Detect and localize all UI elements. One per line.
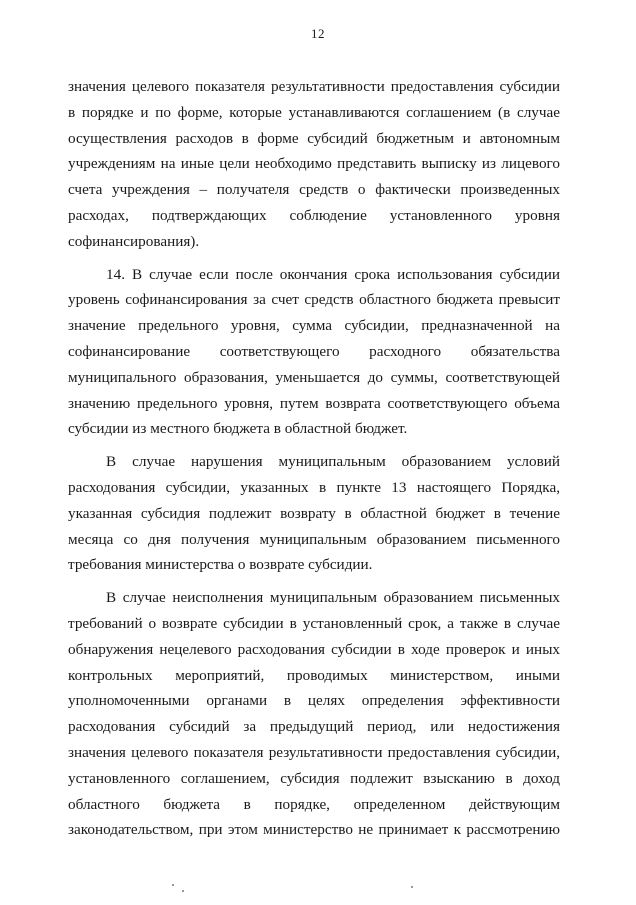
text-line: расходования субсидии, указанных в пункте 13 настоящего Порядка,: [68, 478, 560, 496]
text-line: областного бюджета в порядке, определенном действующим: [68, 795, 560, 813]
text-line: значения целевого показателя результативности предоставления субсидии: [68, 78, 560, 95]
text-line: осуществления расходов в форме субсидий бюджетным и автономным: [68, 129, 560, 147]
text-line: софинансирования).: [68, 232, 200, 250]
text-line: в порядке и по форме, которые устанавливаются соглашением (в случае: [68, 103, 560, 121]
text-line: уполномоченными органами в целях определения эффективности: [68, 692, 560, 710]
document-body: [68, 74, 560, 843]
text-line: установленного соглашением, субсидия подлежит взысканию в доход: [68, 769, 560, 787]
text-line: субсидии из местного бюджета в областной бюджет.: [68, 420, 408, 438]
paragraph-gap: [68, 255, 560, 262]
scan-speck: [172, 884, 174, 886]
text-line: учреждениям на иные цели необходимо представить выписку из лицевого: [68, 155, 560, 173]
text-line: обнаружения нецелевого расходования субсидии в ходе проверок и иных: [68, 640, 560, 658]
paragraph: [68, 74, 560, 255]
paragraph: [68, 262, 560, 443]
text-line: расходах, подтверждающих соблюдение установленного уровня: [68, 206, 560, 224]
text-line: контрольных мероприятий, проводимых министерством, иными: [68, 666, 560, 684]
text-line: требования министерства о возврате субсидии.: [68, 556, 373, 574]
text-line: расходования субсидий за предыдущий период, или недостижения: [68, 718, 560, 736]
text-line: месяца со дня получения муниципальным образованием письменного: [68, 530, 560, 548]
text-line: 14. В случае если после окончания срока использования субсидии: [106, 265, 560, 283]
text-line: законодательством, при этом министерство не принимает к рассмотрению: [68, 821, 560, 839]
text-line: значения целевого показателя результативности предоставления субсидии,: [68, 743, 560, 761]
scan-speck: [182, 890, 184, 892]
text-line: указанная субсидия подлежит возврату в областной бюджет в течение: [68, 504, 560, 522]
paragraph: [68, 449, 560, 578]
text-line: счета учреждения – получателя средств о фактически произведенных: [68, 181, 560, 199]
page-number: 12: [311, 26, 325, 41]
text-line: В случае нарушения муниципальным образованием условий: [106, 453, 560, 471]
text-line: значению предельного уровня, путем возврата соответствующего объема: [68, 394, 560, 412]
paragraph-gap: [68, 578, 560, 585]
text-line: уровень софинансирования за счет средств областного бюджета превысит: [68, 291, 560, 309]
text-line: значение предельного уровня, сумма субсидии, предназначенной на: [68, 317, 560, 335]
paragraph: [68, 585, 560, 843]
text-line: софинансирование соответствующего расходного обязательства: [68, 342, 560, 360]
text-line: В случае неисполнения муниципальным образованием письменных: [106, 589, 560, 607]
scan-speck: [411, 886, 413, 888]
paragraph-gap: [68, 442, 560, 449]
text-line: требований о возврате субсидии в установленный срок, а также в случае: [68, 614, 560, 632]
text-line: муниципального образования, уменьшается до суммы, соответствующей: [68, 368, 560, 386]
